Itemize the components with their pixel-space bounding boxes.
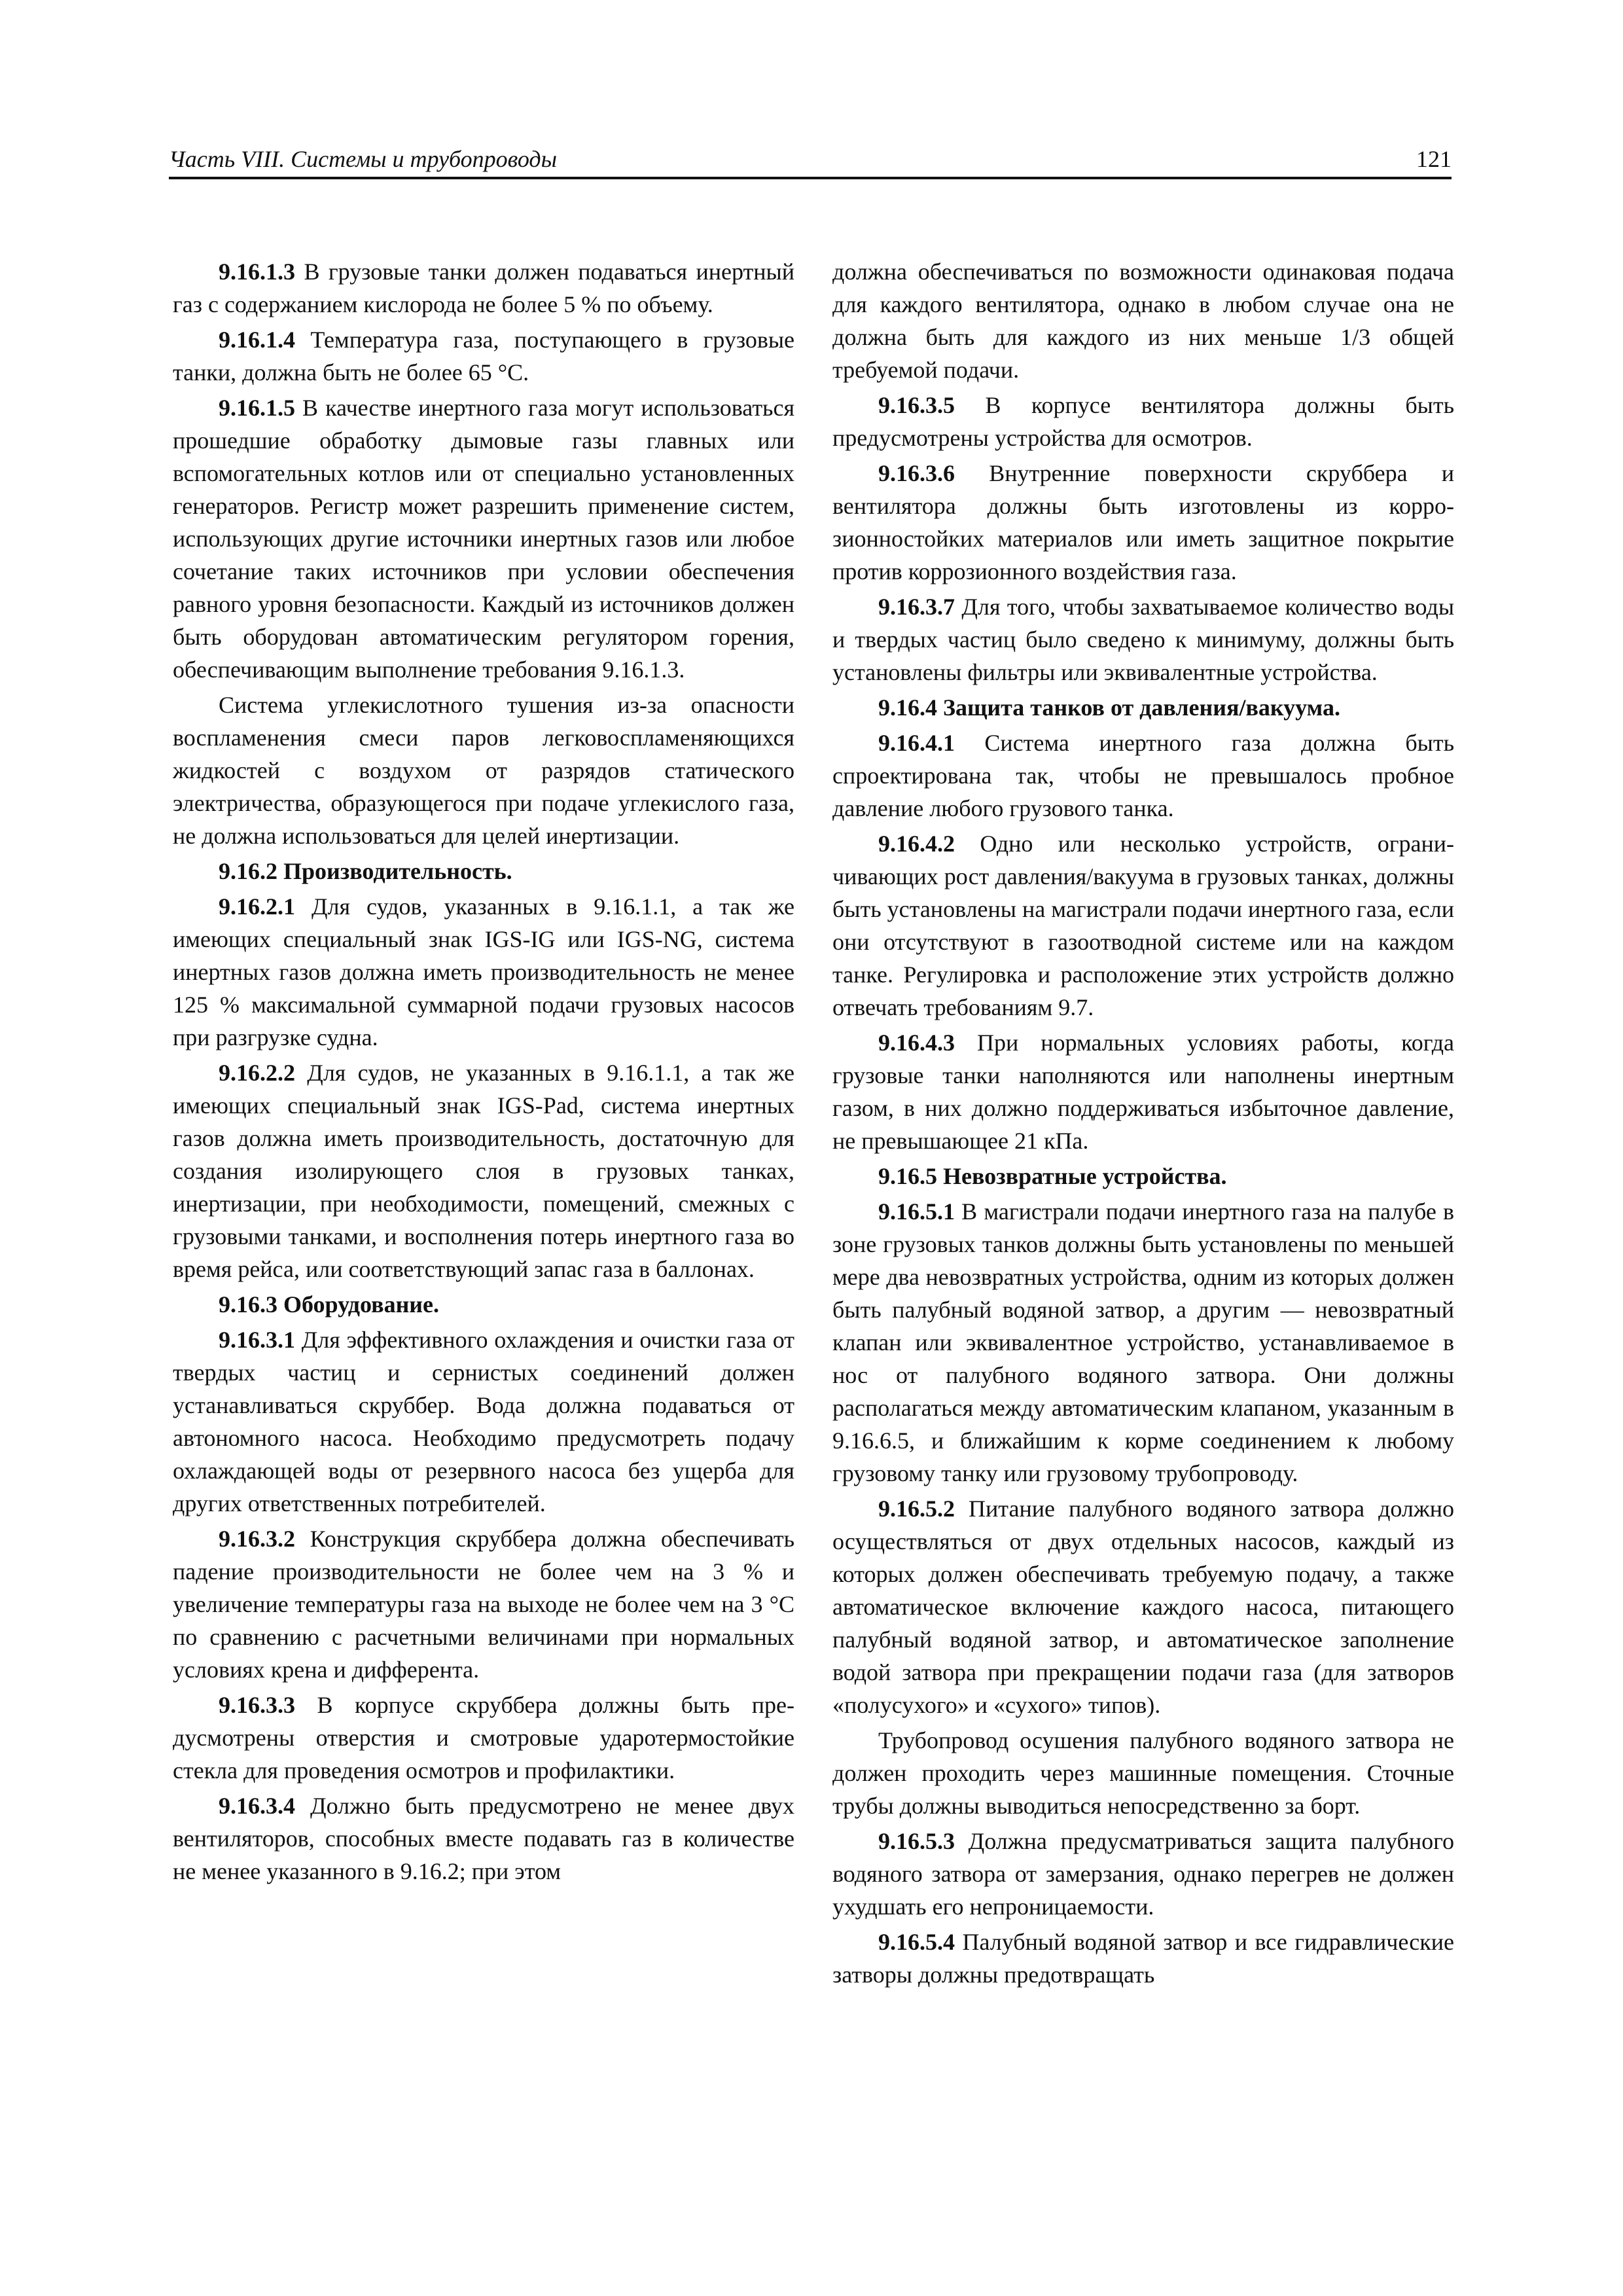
right-column xyxy=(832,255,1454,1994)
paragraph xyxy=(173,391,794,686)
heading-text: Оборудование. xyxy=(283,1291,440,1318)
paragraph-text: Одно или несколько устройств, ограничивающих рост давления/вакуума в грузовых танках, должны быть установлены на магистрали подачи инертного газа, если они отсутствуют в газоотводной системе или на каждом танке. Регулировка и расположение этих устройств должно отвечать требованиям 9.7. xyxy=(832,831,1454,1020)
left-column xyxy=(173,255,794,1890)
clause-number: 9.16.5.2 xyxy=(878,1496,955,1522)
paragraph-text: Для эффективного охлаждения и очистки газа от твердых частиц и сернистых соединений должен устанавливаться скруббер. Вода должна подаваться от автономного насоса. Необходимо предусмотреть подачу охлаждающей воды от резервного насоса без ущерба для других ответственных потребителей. xyxy=(173,1327,794,1516)
paragraph xyxy=(832,457,1454,588)
paragraph-text: В качестве инертного газа могут использоваться прошедшие обработку дымовые газы главных или вспомогательных котлов или от специально установленных генераторов. Регистр может разрешить применение систем, использующих другие источники инертных газов или любое сочетание таких источников при условии обеспечения равного уровня безопасности. Каждый из источников должен быть оборудован автоматическим регулятором горения, обеспечивающим выполнение требования 9.16.1.3. xyxy=(173,395,795,683)
page-number: 121 xyxy=(1416,146,1452,172)
paragraph xyxy=(173,1689,794,1787)
paragraph-text: В корпусе скруббера должны быть предусмотрены отверстия и смотровые ударотермостойкие стекла для проведения осмотров и профилактики. xyxy=(173,1692,794,1784)
paragraph-text: Для судов, указанных в 9.16.1.1, а так же имеющих специальный знак IGS-IG или IGS-NG, система инертных газов должна иметь производительность не менее 125 % максимальной суммарной подачи грузовых насосов при разгрузке судна. xyxy=(173,893,795,1050)
paragraph xyxy=(832,1026,1454,1157)
clause-number: 9.16.1.4 xyxy=(219,327,295,353)
paragraph xyxy=(832,726,1454,825)
paragraph xyxy=(173,255,794,321)
section-heading xyxy=(173,1288,794,1321)
paragraph xyxy=(832,389,1454,454)
clause-number: 9.16.3.6 xyxy=(878,460,955,486)
paragraph xyxy=(173,1789,794,1888)
clause-number: 9.16.3.1 xyxy=(219,1327,295,1353)
paragraph-text: должна обеспечиваться по возможности одинаковая подача для каждого вентилятора, однако в любом случае она не должна быть для каждого из них меньше 1/3 общей требуемой подачи. xyxy=(832,259,1454,383)
paragraph-text: Система углекислотного тушения из-за опасности воспламенения смеси паров легковоспламеняющихся жидкостей с воздухом от разрядов статического электричества, образующегося при подаче углекислого газа, не должна использоваться для целей инертизации. xyxy=(173,692,794,849)
paragraph xyxy=(832,1724,1454,1822)
clause-number: 9.16.1.3 xyxy=(219,259,295,285)
header-rule xyxy=(169,177,1452,179)
running-title: Часть VIII. Системы и трубопроводы xyxy=(169,146,557,172)
clause-number: 9.16.5.3 xyxy=(878,1828,955,1854)
clause-number: 9.16.1.5 xyxy=(219,395,295,421)
clause-number: 9.16.4.3 xyxy=(878,1030,955,1056)
clause-number: 9.16.3.5 xyxy=(878,392,955,418)
paragraph-text: Должно быть предусмотрено не менее двух вентиляторов, способных вместе подавать газ в количестве не менее указанного в 9.16.2; при этом xyxy=(173,1793,795,1884)
clause-number: 9.16.4.2 xyxy=(878,831,955,857)
clause-number: 9.16.4 xyxy=(878,694,937,721)
paragraph xyxy=(832,1926,1454,1991)
paragraph xyxy=(832,827,1454,1024)
clause-number: 9.16.2.2 xyxy=(219,1060,295,1086)
paragraph-text: Должна предусматриваться защита палубного водяного затвора от замерзания, однако перегрев не должен ухудшать его непроницаемости. xyxy=(832,1828,1455,1920)
paragraph-text: Трубопровод осушения палубного водяного затвора не должен проходить через машинные помещения. Сточные трубы должны выводиться непосредственно за борт. xyxy=(832,1727,1454,1819)
paragraph-text: В магистрали подачи инертного газа на палубе в зоне грузовых танков должны быть установлены по меньшей мере два невозвратных устройства, одним из которых должен быть палубный водяной затвор, а другим — невозвратный клапан или эквивалентное устройство, устанавливаемое в нос от палубного водяного затвора. Они должны располагаться между автоматическим клапаном, указанным в 9.16.6.5, и ближайшим к корме соединением к любому грузовому танку или грузовому трубопроводу. xyxy=(832,1198,1454,1486)
section-heading xyxy=(832,1160,1454,1193)
clause-number: 9.16.3.4 xyxy=(219,1793,295,1819)
section-heading xyxy=(173,855,794,888)
clause-number: 9.16.5 xyxy=(878,1163,937,1189)
paragraph xyxy=(173,1323,794,1520)
heading-text: Невозвратные устройства. xyxy=(943,1163,1227,1189)
paragraph xyxy=(832,590,1454,689)
paragraph-text: Для того, чтобы захватываемое количество воды и твердых частиц было сведено к минимуму, должны быть установлены фильтры или эквивалентные устройства. xyxy=(832,594,1455,685)
clause-number: 9.16.3.2 xyxy=(219,1526,295,1552)
paragraph xyxy=(832,1825,1454,1923)
clause-number: 9.16.5.1 xyxy=(878,1198,955,1225)
paragraph-text: Питание палубного водяного затвора должно осуществляться от двух отдельных насосов, каждый из которых должен обеспечивать требуемую подачу, а также автоматическое включение каждого насоса, питающего палубный водяной затвор, и автоматическое заполнение водой затвора при прекращении подачи газа (для затворов «полусухого» и «сухого» типов). xyxy=(832,1496,1455,1718)
paragraph-text: Температура газа, поступающего в грузовые танки, должна быть не более 65 °С. xyxy=(173,327,795,386)
paragraph xyxy=(173,689,794,852)
paragraph-text: В грузовые танки должен подаваться инертный газ с содержанием кислорода не более 5 % по объему. xyxy=(173,259,794,317)
clause-number: 9.16.3.3 xyxy=(219,1692,295,1718)
clause-number: 9.16.2 xyxy=(219,858,277,884)
paragraph-text: Внутренние поверхности скруббера и вентилятора должны быть изготовлены из коррозионностойких материалов или иметь защитное покрытие против коррозионного воздействия газа. xyxy=(832,460,1454,584)
paragraph xyxy=(173,1522,794,1686)
paragraph xyxy=(832,1195,1454,1490)
paragraph-text: Конструкция скруббера должна обеспечивать падение производительности не более чем на 3 % и увеличение температуры газа на выходе не более чем на 3 °С по сравнению с расчетными величинами при нормальных условиях крена и дифферента. xyxy=(173,1526,794,1683)
clause-number: 9.16.2.1 xyxy=(219,893,295,920)
clause-number: 9.16.3.7 xyxy=(878,594,955,620)
clause-number: 9.16.4.1 xyxy=(878,730,955,756)
page-header xyxy=(169,143,1452,175)
paragraph-text: Палубный водяной затвор и все гидравлические затворы должны предотвращать xyxy=(832,1929,1454,1988)
paragraph xyxy=(173,1056,794,1285)
paragraph xyxy=(173,890,794,1054)
paragraph-text: При нормальных условиях работы, когда грузовые танки наполняются или наполнены инертным газом, в них должно поддерживаться избыточное давление, не превышающее 21 кПа. xyxy=(832,1030,1454,1154)
paragraph xyxy=(832,1492,1454,1721)
section-heading xyxy=(832,691,1454,724)
paragraph-text: В корпусе вентилятора должны быть предусмотрены устройства для осмотров. xyxy=(832,392,1454,451)
paragraph-text: Для судов, не указанных в 9.16.1.1, а так же имеющих специальный знак IGS-Pad, система инертных газов должна иметь производительность, достаточную для создания изолирующего слоя в грузовых танках, инертизации, при необходимости, помещений, смежных с грузовыми танками, и восполнения потерь инертного газа во время рейса, или соответствующий запас газа в баллонах. xyxy=(173,1060,795,1282)
paragraph xyxy=(832,255,1454,386)
clause-number: 9.16.3 xyxy=(219,1291,277,1318)
heading-text: Защита танков от давления/вакуума. xyxy=(943,694,1340,721)
paragraph-text: Система инертного газа должна быть спроектирована так, чтобы не превышалось пробное давление любого грузового танка. xyxy=(832,730,1455,821)
paragraph xyxy=(173,323,794,389)
clause-number: 9.16.5.4 xyxy=(878,1929,955,1955)
heading-text: Производительность. xyxy=(283,858,512,884)
